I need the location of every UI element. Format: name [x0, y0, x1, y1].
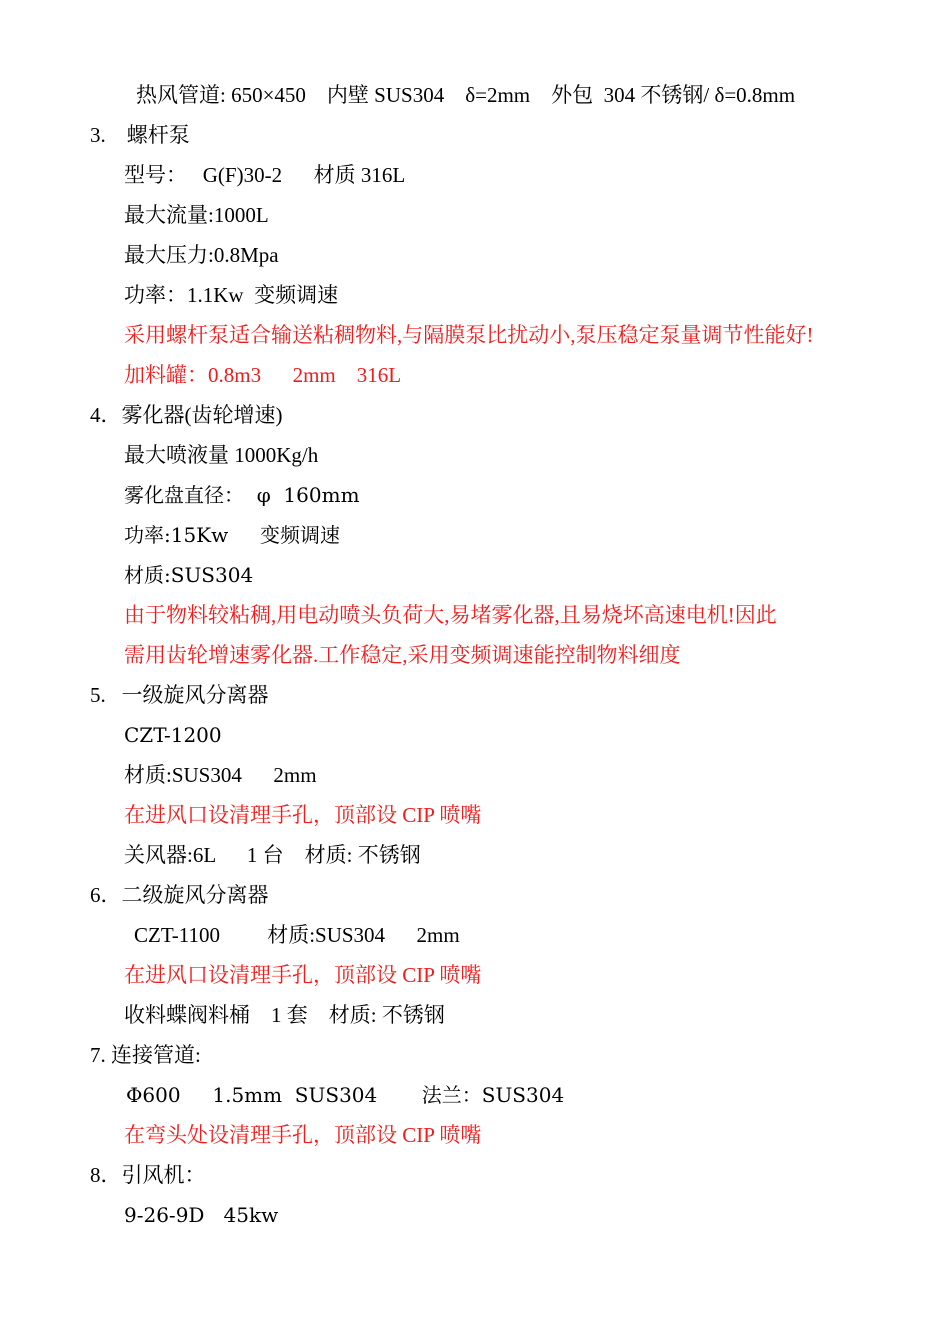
cyclone-2-note: 在进风口设清理手孔，顶部设 CIP 喷嘴: [124, 963, 482, 987]
section-6-heading: 6．二级旋风分离器: [90, 883, 269, 907]
pump-note: 采用螺杆泵适合输送粘稠物料,与隔膜泵比扰动小,泵压稳定泵量调节性能好!: [124, 323, 814, 347]
atomizer-power: 功率:15Kw 变频调速: [124, 523, 341, 547]
section-8-heading: 8．引风机：: [90, 1163, 206, 1187]
pipe-spec: Φ600 1.5mm SUS304 法兰：SUS304: [126, 1083, 565, 1107]
cyclone-1-material: 材质:SUS304 2mm: [124, 763, 317, 787]
pump-power: 功率：1.1Kw 变频调速: [124, 283, 339, 307]
section-4-heading: 4．雾化器(齿轮增速): [90, 403, 283, 427]
pump-model: 型号： G(F)30-2 材质 316L: [124, 163, 406, 187]
collection-bucket-spec: 收料蝶阀料桶 1 套 材质: 不锈钢: [124, 1003, 445, 1027]
fan-spec: 9-26-9D 45kw: [124, 1203, 279, 1227]
section-7-heading: 7. 连接管道:: [90, 1043, 201, 1067]
cyclone-1-model: CZT-1200: [124, 723, 222, 747]
atomizer-max-spray: 最大喷液量 1000Kg/h: [124, 443, 319, 467]
atomizer-material: 材质:SUS304: [124, 563, 254, 587]
cyclone-2-spec: CZT-1100 材质:SUS304 2mm: [134, 923, 460, 947]
feed-tank-spec: 加料罐：0.8m3 2mm 316L: [124, 363, 402, 387]
pump-max-pressure: 最大压力:0.8Mpa: [124, 243, 279, 267]
cyclone-1-note: 在进风口设清理手孔，顶部设 CIP 喷嘴: [124, 803, 482, 827]
pump-max-flow: 最大流量:1000L: [124, 203, 269, 227]
section-3-heading: 3. 螺杆泵: [90, 123, 190, 147]
atomizer-disc-diameter: 雾化盘直径： φ 160mm: [124, 483, 360, 507]
atomizer-note-2: 需用齿轮增速雾化器.工作稳定,采用变频调速能控制物料细度: [124, 643, 681, 667]
pipe-note: 在弯头处设清理手孔，顶部设 CIP 喷嘴: [124, 1123, 482, 1147]
section-5-heading: 5. 一级旋风分离器: [90, 683, 269, 707]
hot-air-duct-spec: 热风管道: 650×450 内壁 SUS304 δ=2mm 外包 304 不锈钢/ δ=0.8mm: [136, 83, 796, 107]
rotary-valve-spec: 关风器:6L 1 台 材质: 不锈钢: [124, 843, 421, 867]
atomizer-note-1: 由于物料较粘稠,用电动喷头负荷大,易堵雾化器,且易烧坏高速电机!因此: [124, 603, 777, 627]
